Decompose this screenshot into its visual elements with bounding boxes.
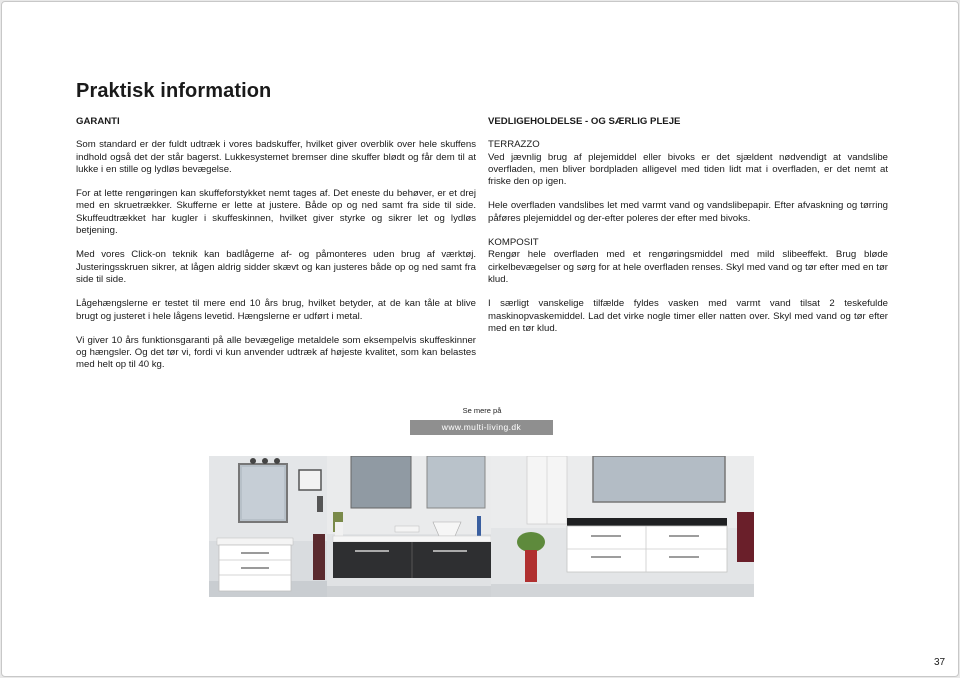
warranty-paragraph: Vi giver 10 års funktionsgaranti på alle bevægelige metaldele som eksempelvis skuffeskinner og hængsler. Og det tør vi, fordi vi kun anvender udtræk af højeste kvalitet, som kan belastes med helt op til 40 kg. [76,334,476,371]
warranty-paragraph: Lågehængslerne er testet til mere end 10 års brug, hvilket betyder, at de kan tåle at blive brugt og justeret i hele lågens levetid. Hængslerne er udført i metal. [76,298,476,322]
bathroom-photo-3 [491,456,754,597]
terrazzo-paragraph: Hele overfladen vandslibes let med varmt vand og vandslibepapir. Efter afvaskning og tørring påføres plejemiddel og der-efter poleres der efter med bivoks. [488,200,888,224]
page-number: 37 [934,657,946,668]
komposit-paragraph: I særligt vanskelige tilfælde fyldes vasken med varmt vand tilsat 2 teskefulde maskinopvaskemiddel. Lad det virke nogle timer eller natten over. Skyl med vand og tør efter med en tør klud. [488,298,888,334]
see-more-label: Se mere på [462,406,502,415]
warranty-column [76,116,476,384]
website-link[interactable]: www.multi-living.dk [410,420,553,435]
maintenance-column [488,116,888,347]
komposit-paragraph: Rengør hele overfladen med et rengøringsmiddel med mild slibeeffekt. Brug bløde cirkelbevægelser og sørg for at hele overfladen renses. Skyl med vand og tør efter med en tør klud. [488,249,888,285]
bathroom-photo-strip [209,456,754,597]
warranty-heading: GARANTI [76,116,120,127]
komposit-title: KOMPOSIT [488,237,539,249]
bathroom-photo-1 [209,456,327,597]
bathroom-photos [209,456,754,597]
maintenance-heading: VEDLIGEHOLDELSE - OG SÆRLIG PLEJE [488,116,681,127]
terrazzo-paragraph: Ved jævnlig brug af plejemiddel eller bivoks er det sjældent nødvendigt at vandslibe overfladen, men bliver bordpladen alligevel med tiden lidt mat i overfladen, er det nemt at friske den op igen. [488,151,888,188]
bathroom-photo-2 [327,456,491,597]
warranty-paragraph: Med vores Click-on teknik kan badlågerne af- og påmonteres uden brug af værktøj. Justeringsskruen sikrer, at lågen aldrig sidder skævt og kan justeres både op og ned samt fra side til side. [76,249,476,285]
warranty-paragraph: Som standard er der fuldt udtræk i vores badskuffer, hvilket giver overblik over hele skuffens indhold også det der står bagerst. Lukkesystemet bremser dine skuffer blødt og får dem til at lukke i en stille og lydløs bevægelse. [76,139,476,175]
page-title: Praktisk information [76,80,272,102]
warranty-paragraph: For at lette rengøringen kan skuffeforstykket nemt tages af. Det eneste du behøver, er et drej med en skruetrækker. Skufferne er lette at justere. Både op og ned samt fra side til side. Skuffeudtrækket har kugler i skuffeskinnen, hvilket giver styrke og sikrer let og lydløs betjening. [76,188,476,237]
brochure-page [1,1,959,677]
terrazzo-title: TERRAZZO [488,139,540,151]
